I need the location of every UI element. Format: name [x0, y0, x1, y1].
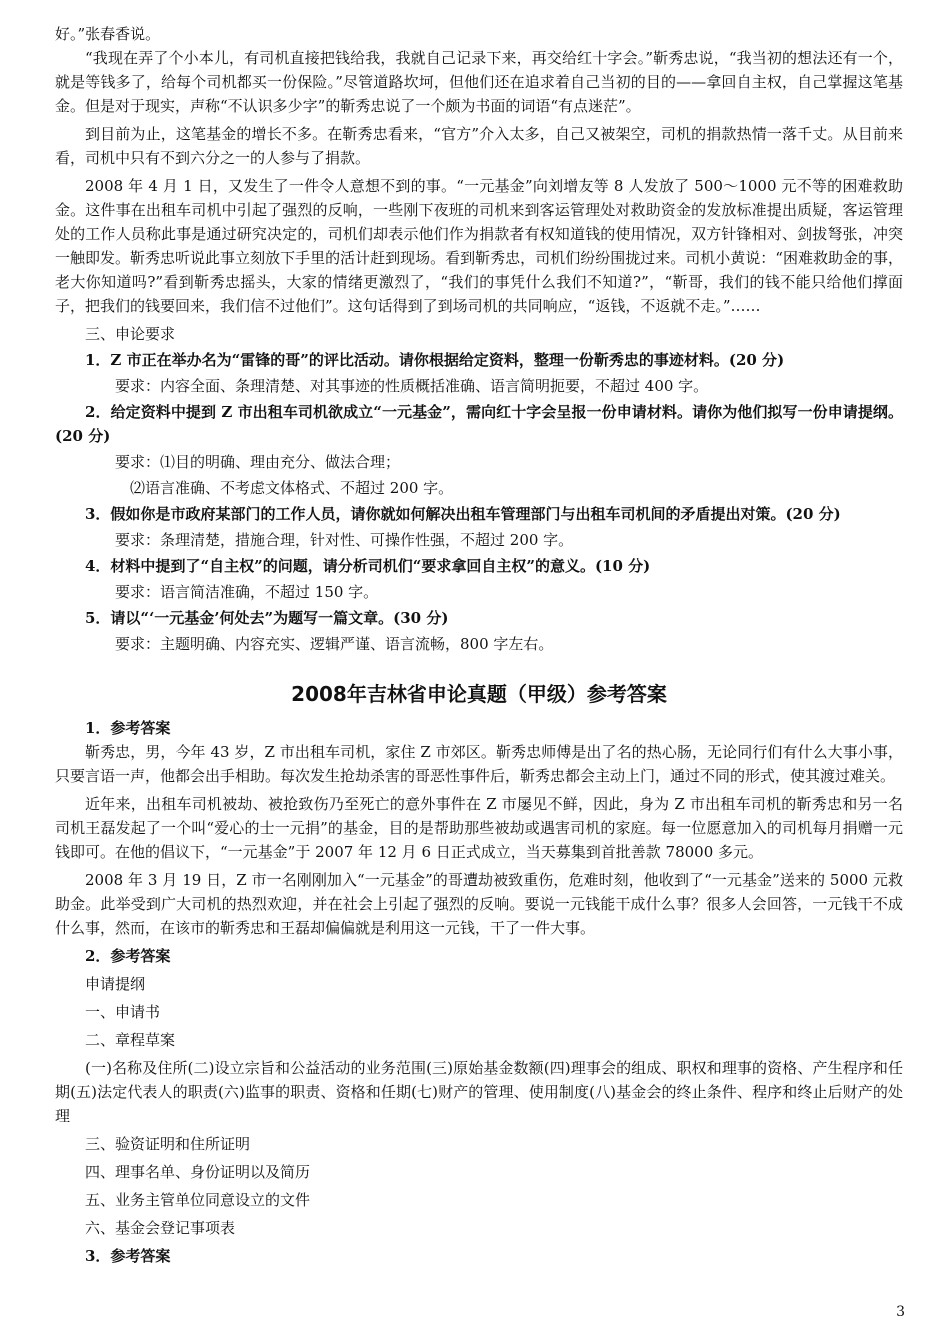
paragraph: 到目前为止，这笔基金的增长不多。在靳秀忠看来，“官方”介入太多，自己又被架空，司机的捐款热情一落千丈。从目前来看，司机中只有不到六分之一的人参与了捐款。 — [55, 125, 903, 167]
page-number: 3 — [896, 1304, 905, 1320]
section-title: 三、申论要求 — [85, 325, 176, 343]
outline-line: 六、基金会登记事项表 — [85, 1219, 236, 1237]
outline-line: 二、章程草案 — [85, 1031, 176, 1049]
paragraph: 靳秀忠，男，今年 43 岁，Z 市出租车司机，家住 Z 市郊区。靳秀忠师傅是出了名的热心肠，无论同行们有什么大事小事，只要言语一声，他都会出手相助。每次发生抢劫杀害的哥恶性事件后，靳秀忠都会主动上门，通过不同的形式，使其渡过难关。 — [55, 743, 903, 785]
document-page — [55, 22, 903, 1268]
paragraph: 近年来，出租车司机被劫、被抢致伤乃至死亡的意外事件在 Z 市屡见不鲜，因此，身为 Z 市出租车司机的靳秀忠和另一名司机王磊发起了一个叫“爱心的士一元捐”的基金，目的是帮助那些被劫或遇害司机的家庭。每一位愿意加入的司机每月捐赠一元钱即可。在他的倡议下，“一元基金”于 2007 年 12 月 6 日正式成立，当天募集到首批善款 78000 多元。 — [55, 795, 903, 861]
question-4: 4．材料中提到了“自主权”的问题，请分析司机们“要求拿回自主权”的意义。(10 分) — [85, 557, 651, 575]
paragraph: 2008 年 4 月 1 日，又发生了一件令人意想不到的事。“一元基金”向刘增友等 8 人发放了 500～1000 元不等的困难救助金。这件事在出租车司机中引起了强烈的反响，一些刚下夜班的司机来到客运管理处对救助资金的发放标准提出质疑，客运管理处的工作人员称此事是通过研究决定的，司机们却表示他们作为捐款者有权知道钱的使用情况，双方针锋相对、剑拔弩张，冲突一触即发。靳秀忠听说此事立刻放下手里的活计赶到现场。看到靳秀忠，司机们纷纷围拢过来。司机小黄说：“困难救助金的事，老大你知道吗?”看到靳秀忠摇头，大家的情绪更激烈了，“我们的事凭什么我们不知道?”，“靳哥，我们的钱不能只给他们撑面子，把我们的钱要回来，我们信不过他们”。这句话得到了到场司机的共同响应，“返钱，不返就不走。”…… — [55, 177, 903, 315]
question-5-requirement: 要求：主题明确、内容充实、逻辑严谨、语言流畅，800 字左右。 — [115, 635, 554, 653]
paragraph: 2008 年 3 月 19 日，Z 市一名刚刚加入“一元基金”的哥遭劫被致重伤，危难时刻，他收到了“一元基金”送来的 5000 元救助金。此举受到广大司机的热烈欢迎，并在社会上引起了强烈的反响。要说一元钱能干成什么事？很多人会回答，一元钱干不成什么事，然而，在该市的靳秀忠和王磊却偏偏就是利用这一元钱，干了一件大事。 — [55, 871, 903, 937]
outline-line: 四、理事名单、身份证明以及简历 — [85, 1163, 311, 1181]
question-2-requirement: 要求：⑴目的明确、理由充分、做法合理； — [115, 453, 401, 471]
question-3-requirement: 要求：条理清楚，措施合理，针对性、可操作性强，不超过 200 字。 — [115, 531, 574, 549]
outline-line: 申请提纲 — [85, 975, 146, 993]
question-2-requirement: ⑵语言准确、不考虑文体格式、不超过 200 字。 — [130, 479, 454, 497]
question-2: 2．给定资料中提到 Z 市出租车司机欲成立“一元基金”，需向红十字会呈报一份申请材料。请你为他们拟写一份申请提纲。(20 分) — [55, 403, 903, 445]
outline-line: 三、验资证明和住所证明 — [85, 1135, 251, 1153]
outline-line: (一)名称及住所(二)设立宗旨和公益活动的业务范围(三)原始基金数额(四)理事会的组成、职权和理事的资格、产生程序和任期(五)法定代表人的职责(六)监事的职责、资格和任期(七)财产的管理、使用制度(八)基金会的终止条件、程序和终止后财产的处理 — [55, 1059, 903, 1125]
paragraph: “我现在弄了个小本儿，有司机直接把钱给我，我就自己记录下来，再交给红十字会。”靳秀忠说，“我当初的想法还有一个，就是等钱多了，给每个司机都买一份保险。”尽管道路坎坷，但他们还在追求着自己当初的目的——拿回自主权，自己掌握这笔基金。但是对于现实，声称“不认识多少字”的靳秀忠说了一个颇为书面的词语“有点迷茫”。 — [55, 49, 903, 115]
answer-1-heading: 1．参考答案 — [85, 719, 171, 737]
paragraph: 好。”张春香说。 — [55, 25, 161, 43]
outline-line: 一、申请书 — [85, 1003, 161, 1021]
question-1-requirement: 要求：内容全面、条理清楚、对其事迹的性质概括准确、语言简明扼要，不超过 400 字。 — [115, 377, 709, 395]
question-4-requirement: 要求：语言简洁准确，不超过 150 字。 — [115, 583, 379, 601]
question-5: 5．请以“‘一元基金’何处去”为题写一篇文章。(30 分) — [85, 609, 449, 627]
answer-2-heading: 2．参考答案 — [85, 947, 171, 965]
answer-title: 2008年吉林省申论真题（甲级）参考答案 — [291, 682, 667, 706]
outline-line: 五、业务主管单位同意设立的文件 — [85, 1191, 311, 1209]
answer-3-heading: 3．参考答案 — [85, 1247, 171, 1265]
question-1: 1．Z 市正在举办名为“雷锋的哥”的评比活动。请你根据给定资料，整理一份靳秀忠的事迹材料。(20 分) — [85, 351, 785, 369]
question-3: 3．假如你是市政府某部门的工作人员，请你就如何解决出租车管理部门与出租车司机间的矛盾提出对策。(20 分) — [85, 505, 841, 523]
